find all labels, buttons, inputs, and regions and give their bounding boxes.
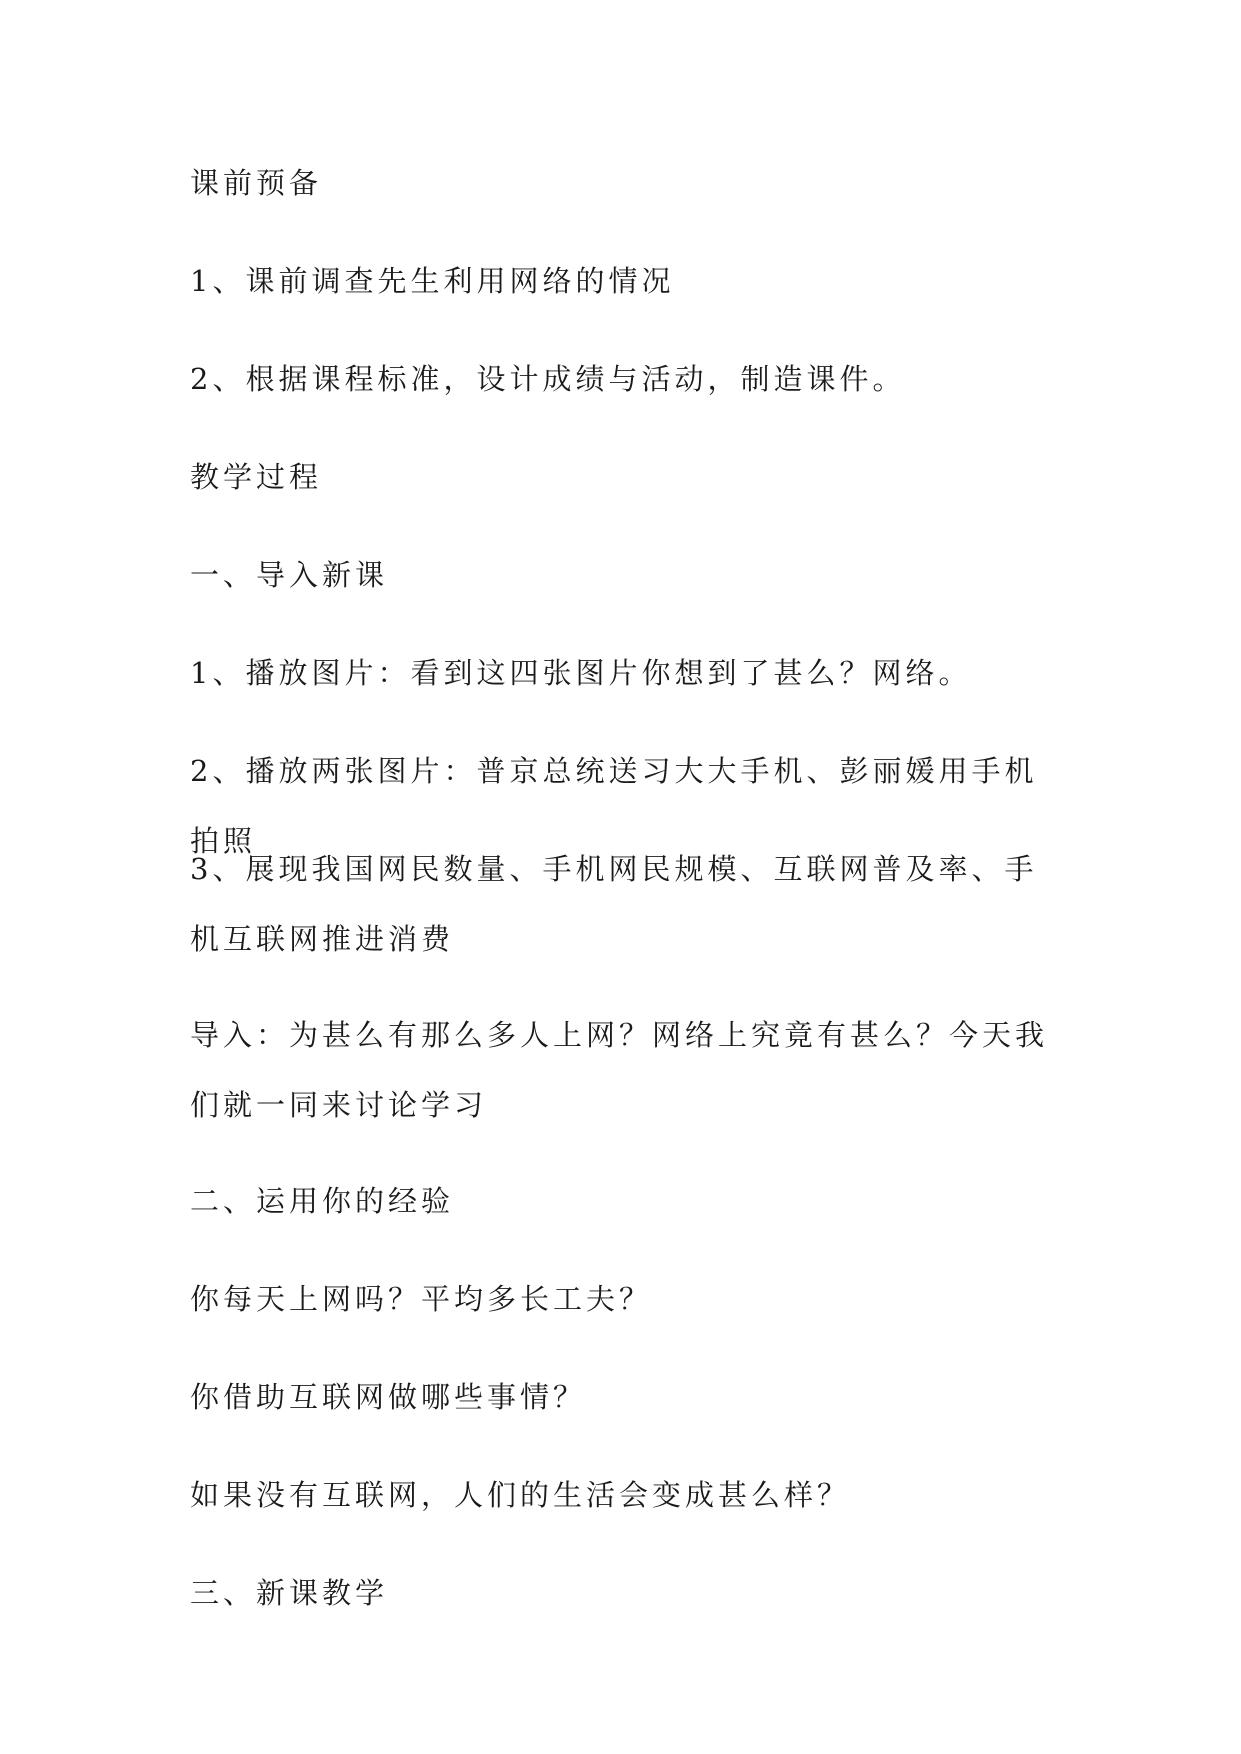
paragraph-item: 你每天上网吗？平均多长工夫？ — [190, 1282, 653, 1316]
paragraph-item: 3、展现我国网民数量、手机网民规模、互联网普及率、手机互联网推进消费 — [190, 852, 1038, 956]
paragraph-item: 如果没有互联网，人们的生活会变成甚么样？ — [190, 1478, 851, 1512]
section-heading: 一、导入新课 — [190, 558, 389, 592]
paragraph-item: 1、播放图片：看到这四张图片你想到了甚么？网络。 — [190, 656, 972, 690]
paragraph-item: 2、根据课程标准，设计成绩与活动，制造课件。 — [190, 362, 906, 396]
paragraph-item: 2、播放两张图片：普京总统送习大大手机、彭丽媛用手机拍照 — [190, 754, 1038, 858]
paragraph-item: 1、课前调查先生利用网络的情况 — [190, 264, 675, 298]
heading-preparation: 课前预备 — [190, 166, 323, 200]
paragraph-item: 导入：为甚么有那么多人上网？网络上究竟有甚么？今天我们就一同来讨论学习 — [190, 1018, 1049, 1122]
paragraph-item: 你借助互联网做哪些事情？ — [190, 1380, 587, 1414]
section-heading: 二、运用你的经验 — [190, 1184, 455, 1218]
section-heading: 三、新课教学 — [190, 1576, 389, 1610]
heading-teaching-process: 教学过程 — [190, 460, 323, 494]
